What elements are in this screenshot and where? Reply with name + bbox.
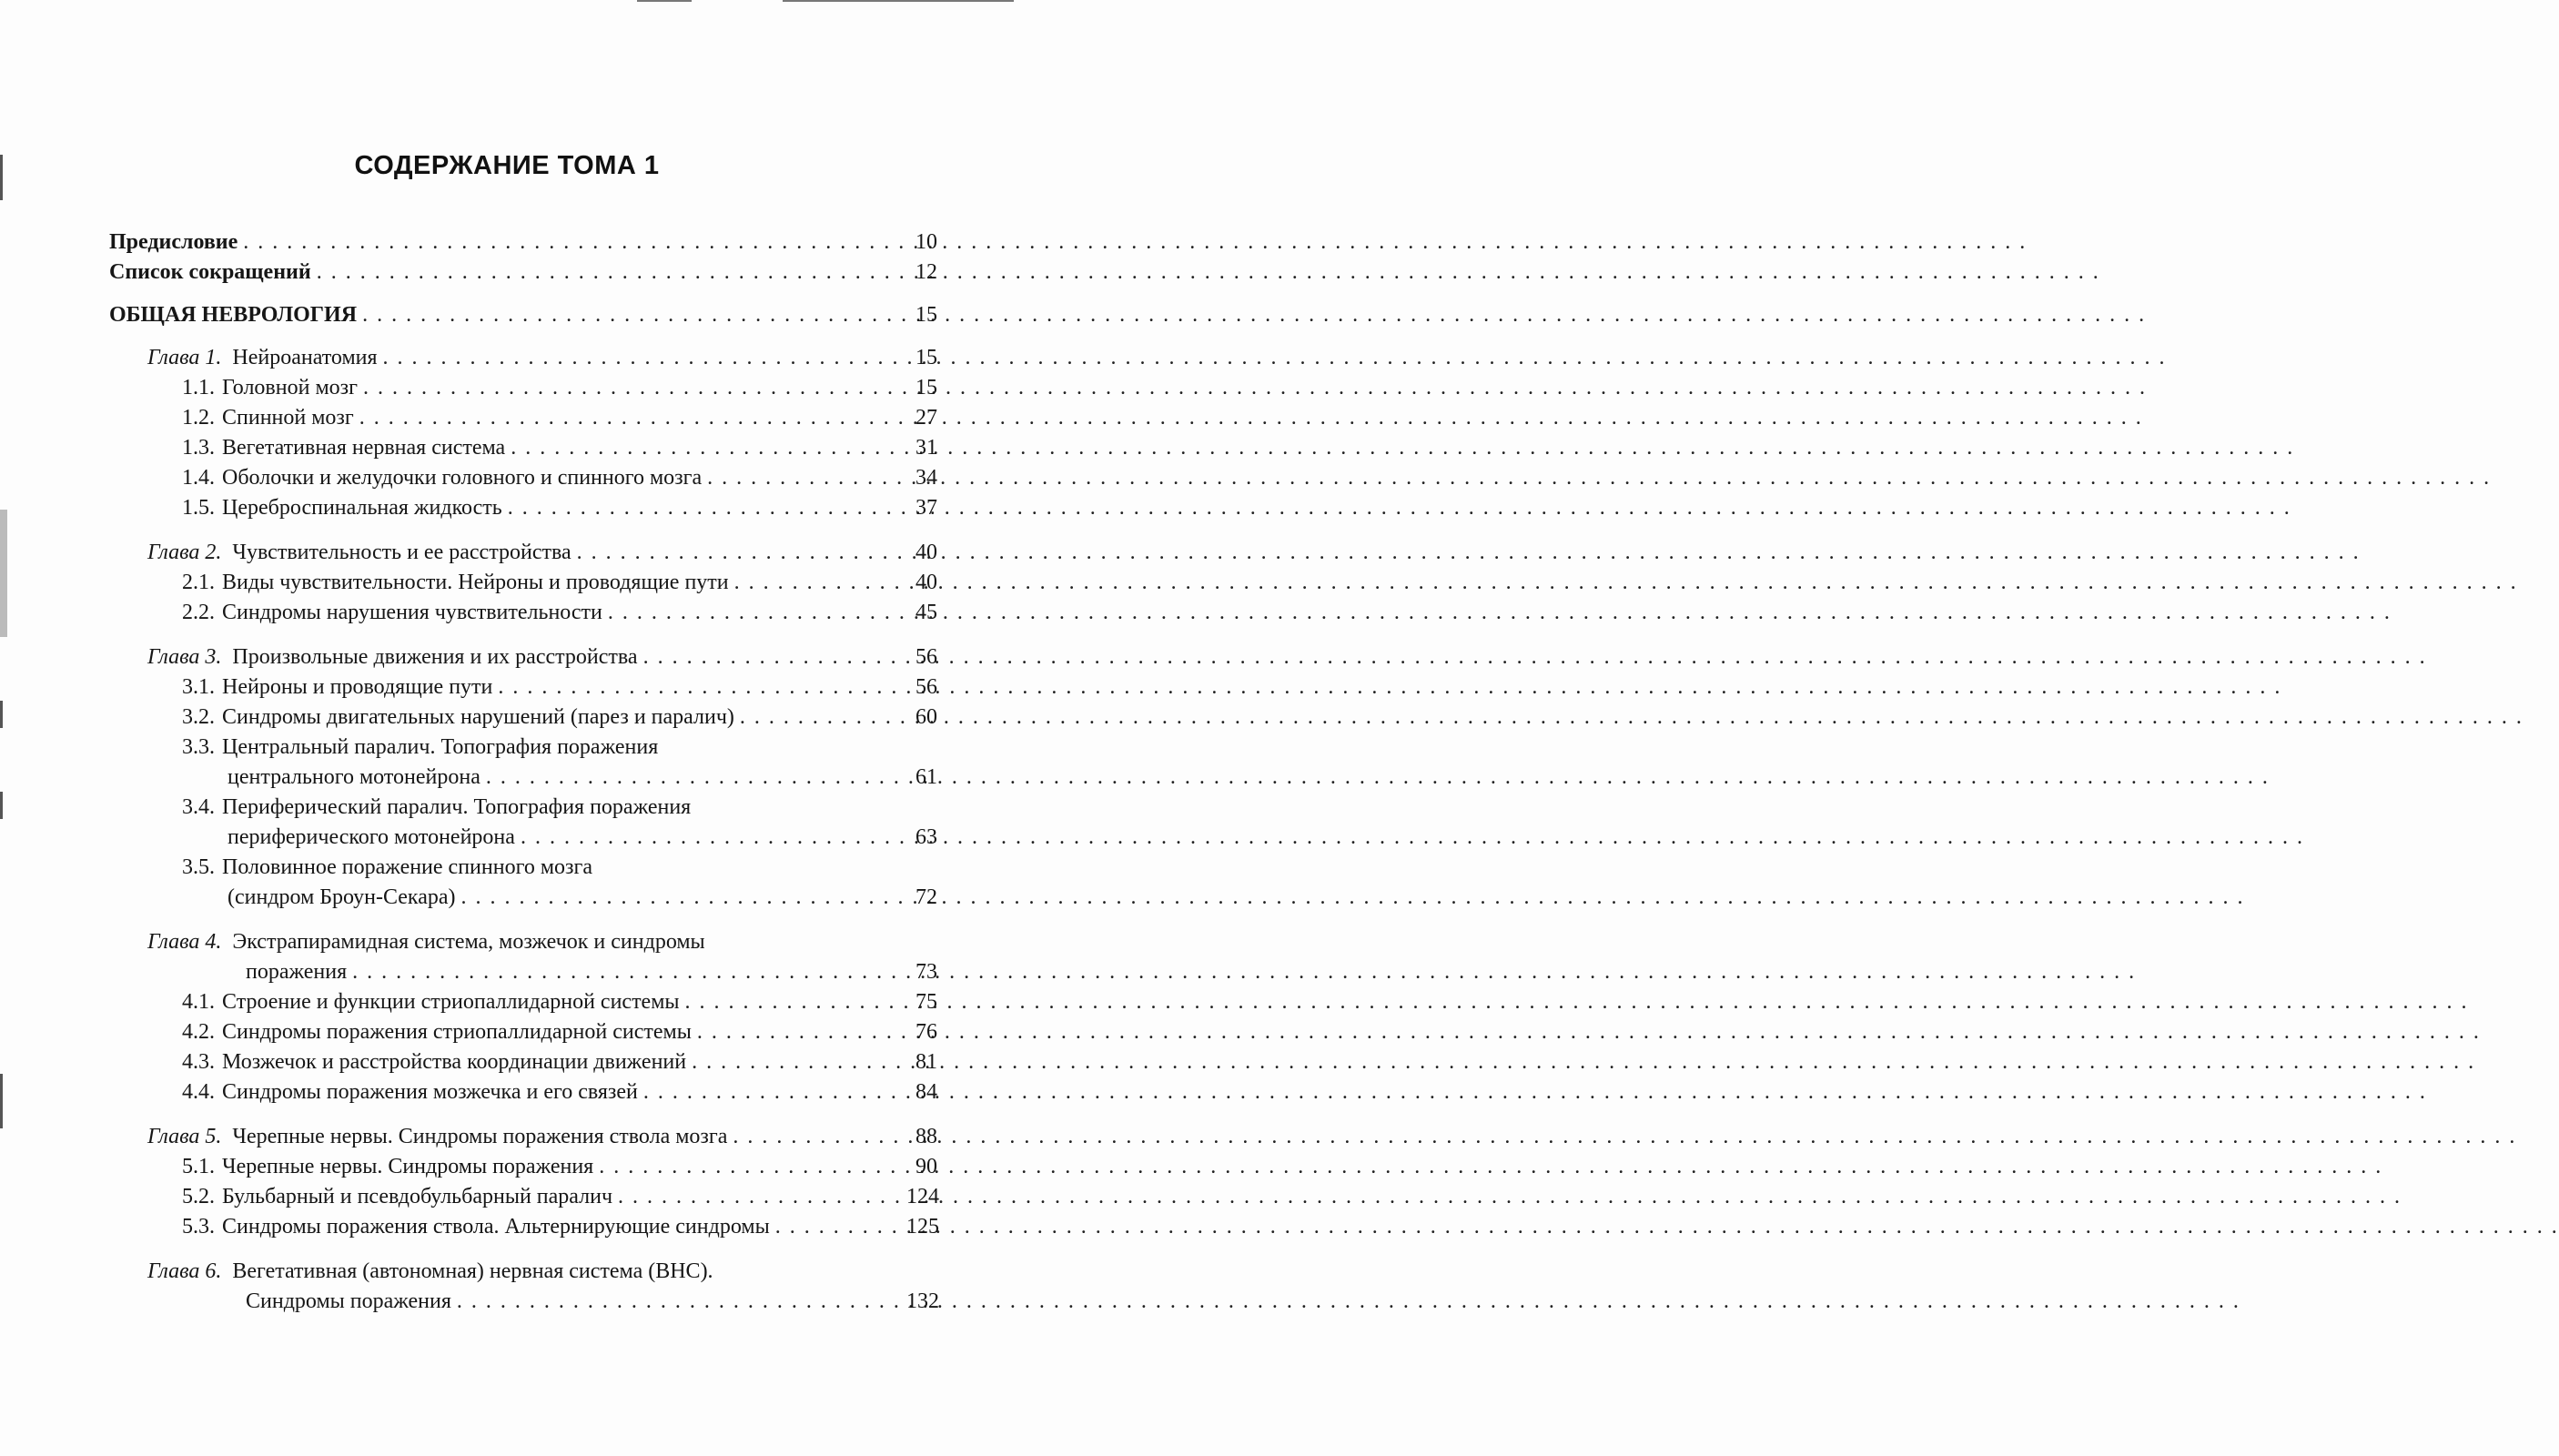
section-number: 2.1. (182, 571, 215, 594)
toc-page-number: 40 (915, 541, 937, 564)
toc-page-number: 72 (915, 885, 937, 909)
toc-chapter-entry-line1[interactable] (109, 927, 937, 957)
leader-dots (733, 1122, 901, 1152)
section-number: 4.4. (182, 1080, 215, 1104)
toc-page-number: 12 (915, 260, 937, 284)
toc-section-entry-line1[interactable] (109, 793, 937, 823)
leader-dots (521, 823, 901, 853)
toc-page-number: 60 (915, 705, 937, 729)
section-number: 5.3. (182, 1215, 215, 1239)
toc-page-number: 27 (915, 406, 937, 430)
section-title-continuation: (синдром Броун-Секара) (228, 885, 456, 909)
toc-section-entry[interactable] (109, 1077, 937, 1107)
toc-chapter-entry[interactable] (109, 642, 937, 672)
leader-dots (508, 493, 901, 523)
toc-section-entry[interactable] (109, 463, 937, 493)
section-number: 5.2. (182, 1185, 215, 1208)
section-title: Оболочки и желудочки головного и спинного мозга (222, 466, 703, 490)
toc-section-entry[interactable] (109, 598, 937, 628)
toc-section-entry-line2[interactable] (109, 883, 937, 913)
toc-section-entry[interactable] (109, 1182, 937, 1212)
section-number: 4.1. (182, 990, 215, 1014)
toc-section-entry[interactable] (109, 433, 937, 463)
toc-page-number: 90 (915, 1155, 937, 1178)
section-number: 1.3. (182, 436, 215, 460)
section-number: 1.2. (182, 406, 215, 430)
leader-dots (461, 883, 901, 913)
page-title: СОДЕРЖАНИЕ ТОМА 1 (354, 151, 660, 180)
toc-part-entry[interactable] (109, 300, 937, 330)
chapter-title: Черепные нервы. Синдромы поражения ствола мозга (232, 1125, 728, 1148)
scan-edge-mark (0, 701, 3, 728)
section-number: 3.3. (182, 735, 215, 759)
leader-dots (486, 763, 901, 793)
section-number: 1.1. (182, 376, 215, 399)
section-number: 1.4. (182, 466, 215, 490)
toc-page-number: 76 (915, 1020, 937, 1044)
toc-page-number: 10 (915, 230, 937, 254)
chapter-title: Нейроанатомия (232, 346, 378, 369)
scan-edge-mark (0, 792, 3, 819)
toc-section-entry-line1[interactable] (109, 853, 937, 883)
section-number: 4.2. (182, 1020, 215, 1044)
toc-entry-abbreviations[interactable] (109, 258, 937, 288)
leader-dots (643, 1077, 901, 1107)
chapter-prefix: Глава 5. (147, 1125, 222, 1148)
toc-section-entry[interactable] (109, 373, 937, 403)
toc-page-number: 88 (915, 1125, 937, 1148)
leader-dots (685, 987, 901, 1017)
section-title: Синдромы двигательных нарушений (парез и паралич) (222, 705, 734, 729)
toc-page-number: 31 (915, 436, 937, 460)
leader-dots (599, 1152, 901, 1182)
toc-page-number: 132 (906, 1289, 939, 1313)
leader-dots (359, 403, 901, 433)
section-title: Головной мозг (222, 376, 358, 399)
leader-dots (498, 672, 901, 703)
chapter-title: Вегетативная (автономная) нервная система (ВНС). (232, 1259, 713, 1283)
scan-edge-mark (0, 510, 7, 637)
scan-top-edge (783, 0, 1014, 2)
section-title: Синдромы поражения мозжечка и его связей (222, 1080, 638, 1104)
leader-dots (697, 1017, 901, 1047)
toc-page-number: 15 (915, 346, 937, 369)
toc-chapter-entry[interactable] (109, 538, 937, 568)
section-title: Виды чувствительности. Нейроны и проводящие пути (222, 571, 729, 594)
toc-entry-label: Список сокращений (109, 260, 311, 284)
toc-section-entry[interactable] (109, 1152, 937, 1182)
leader-dots (740, 703, 901, 733)
section-title-continuation: периферического мотонейрона (228, 825, 515, 849)
chapter-title: Чувствительность и ее расстройства (232, 541, 571, 564)
toc-page-number: 125 (906, 1215, 939, 1239)
toc-page-number: 75 (915, 990, 937, 1014)
toc-page-number: 63 (915, 825, 937, 849)
toc-section-entry-line1[interactable] (109, 733, 937, 763)
toc-page-number: 45 (915, 601, 937, 624)
leader-dots (577, 538, 901, 568)
section-title: Спинной мозг (222, 406, 354, 430)
toc-chapter-entry[interactable] (109, 1122, 937, 1152)
leader-dots (317, 258, 901, 288)
section-number: 3.4. (182, 795, 215, 819)
section-number: 4.3. (182, 1050, 215, 1074)
toc-page-number: 56 (915, 645, 937, 669)
section-title: Периферический паралич. Топография поражения (222, 795, 692, 819)
toc-page-number: 81 (915, 1050, 937, 1074)
section-title: Нейроны и проводящие пути (222, 675, 493, 699)
toc-chapter-entry-line2[interactable] (109, 1287, 937, 1317)
toc-section-entry-line2[interactable] (109, 763, 937, 793)
toc-chapter-entry-line1[interactable] (109, 1257, 937, 1287)
section-title: Синдромы нарушения чувствительности (222, 601, 602, 624)
toc-section-entry[interactable] (109, 987, 937, 1017)
section-number: 3.1. (182, 675, 215, 699)
toc-page-number: 124 (906, 1185, 939, 1208)
section-title: Синдромы поражения ствола. Альтернирующие синдромы (222, 1215, 770, 1239)
section-title: Мозжечок и расстройства координации движений (222, 1050, 687, 1074)
toc-page-number: 37 (915, 496, 937, 520)
leader-dots (243, 228, 901, 258)
toc-section-entry[interactable] (109, 568, 937, 598)
section-title: Центральный паралич. Топография поражения (222, 735, 659, 759)
chapter-title-continuation: поражения (246, 960, 348, 984)
toc-page-number: 15 (915, 303, 937, 327)
section-number: 2.2. (182, 601, 215, 624)
chapter-prefix: Глава 4. (147, 930, 222, 954)
toc-page-number: 84 (915, 1080, 937, 1104)
table-of-contents (109, 228, 937, 1317)
section-number: 1.5. (182, 496, 215, 520)
toc-page-number: 56 (915, 675, 937, 699)
chapter-title: Произвольные движения и их расстройства (232, 645, 638, 669)
leader-dots (643, 642, 901, 672)
toc-section-entry[interactable] (109, 403, 937, 433)
section-title: Половинное поражение спинного мозга (222, 855, 592, 879)
section-title-continuation: центрального мотонейрона (228, 765, 480, 789)
toc-page-number: 40 (915, 571, 937, 594)
section-title: Синдромы поражения стриопаллидарной системы (222, 1020, 692, 1044)
section-title: Цереброспинальная жидкость (222, 496, 502, 520)
toc-section-entry[interactable] (109, 703, 937, 733)
toc-entry-label: ОБЩАЯ НЕВРОЛОГИЯ (109, 303, 358, 327)
toc-section-entry[interactable] (109, 672, 937, 703)
toc-page-number: 61 (915, 765, 937, 789)
section-number: 5.1. (182, 1155, 215, 1178)
chapter-prefix: Глава 1. (147, 346, 222, 369)
chapter-title: Экстрапирамидная система, мозжечок и синдромы (232, 930, 705, 954)
toc-page-number: 34 (915, 466, 937, 490)
toc-entry-label: Предисловие (109, 230, 238, 254)
scan-top-edge (637, 0, 692, 2)
section-title: Черепные нервы. Синдромы поражения (222, 1155, 594, 1178)
leader-dots (511, 433, 901, 463)
chapter-prefix: Глава 2. (147, 541, 222, 564)
toc-chapter-entry[interactable] (109, 343, 937, 373)
leader-dots (775, 1212, 901, 1242)
section-number: 3.2. (182, 705, 215, 729)
leader-dots (383, 343, 901, 373)
leader-dots (618, 1182, 901, 1212)
toc-section-entry[interactable] (109, 1017, 937, 1047)
chapter-prefix: Глава 6. (147, 1259, 222, 1283)
leader-dots (362, 300, 901, 330)
leader-dots (692, 1047, 901, 1077)
leader-dots (707, 463, 901, 493)
section-title: Вегетативная нервная система (222, 436, 506, 460)
toc-chapter-entry-line2[interactable] (109, 957, 937, 987)
toc-section-entry-line2[interactable] (109, 823, 937, 853)
leader-dots (608, 598, 901, 628)
toc-section-entry[interactable] (109, 1212, 937, 1242)
leader-dots (363, 373, 901, 403)
leader-dots (457, 1287, 901, 1317)
section-title: Строение и функции стриопаллидарной системы (222, 990, 680, 1014)
toc-entry-preface[interactable] (109, 228, 937, 258)
toc-page-number: 73 (915, 960, 937, 984)
leader-dots (352, 957, 901, 987)
toc-section-entry[interactable] (109, 493, 937, 523)
scan-edge-mark (0, 1074, 3, 1128)
chapter-prefix: Глава 3. (147, 645, 222, 669)
chapter-title-continuation: Синдромы поражения (246, 1289, 451, 1313)
toc-section-entry[interactable] (109, 1047, 937, 1077)
section-number: 3.5. (182, 855, 215, 879)
toc-page-number: 15 (915, 376, 937, 399)
section-title: Бульбарный и псевдобульбарный паралич (222, 1185, 613, 1208)
leader-dots (734, 568, 901, 598)
